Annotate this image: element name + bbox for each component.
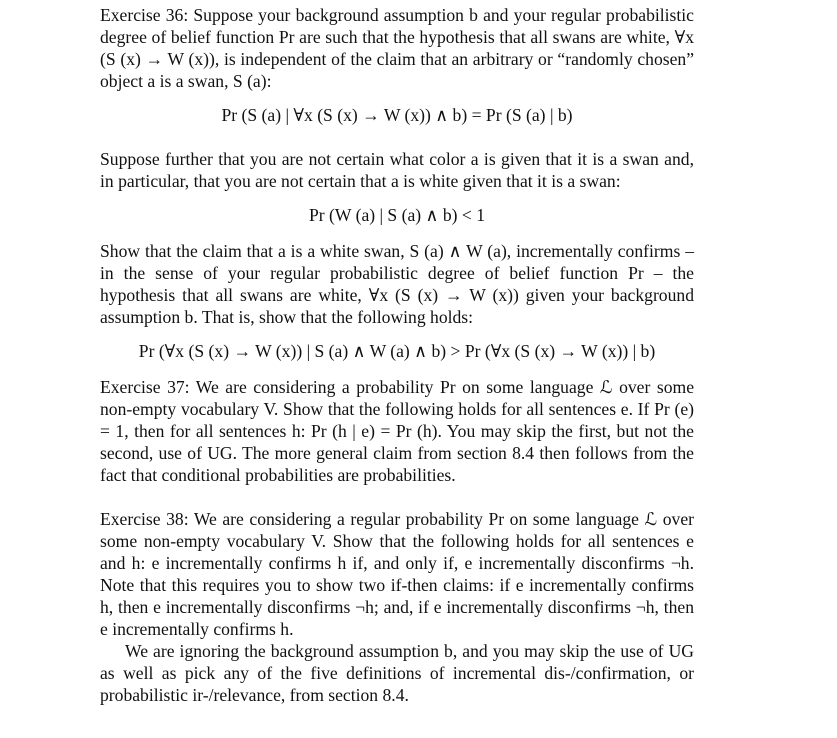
exercise-36-further: Suppose further that you are not certain what color a is given that it is a swan and, in particular, that you are not certain that a is white given that it is a swan: (100, 149, 694, 191)
exercise-36-intro: Exercise 36: Suppose your background assumption b and your regular probabilistic degree of belief function Pr are such that the hypothesis that all swans are white, ∀x (S (x) → W (x)), is independent of the claim that an arbitrary or “randomly chosen” object a is a swan, S (a): (100, 5, 694, 91)
document-page (100, 4, 694, 706)
formula-confirmation: Pr (∀x (S (x) → W (x)) | S (a) ∧ W (a) ∧ b) > Pr (∀x (S (x) → W (x)) | b) (138, 341, 656, 361)
exercise-36-show: Show that the claim that a is a white swan, S (a) ∧ W (a), incrementally confirms – in the sense of your regular probabilistic degree of belief function Pr – the hypothesis that all swans are white, ∀x (S (x) → W (x)) given your background assumption b. That is, show that the following holds: (100, 241, 694, 327)
formula-uncertainty: Pr (W (a) | S (a) ∧ b) < 1 (309, 205, 485, 225)
exercise-38-note: We are ignoring the background assumption b, and you may skip the use of UG as well as pick any of the five definitions of incremental dis-/confirmation, or probabilistic ir-/relevance, from section 8.4. (100, 641, 694, 705)
formula-independence: Pr (S (a) | ∀x (S (x) → W (x)) ∧ b) = Pr (S (a) | b) (221, 105, 573, 125)
exercise-37: Exercise 37: We are considering a probability Pr on some language ℒ over some non-empty vocabulary V. Show that the following holds for all sentences e. If Pr (e) = 1, then for all sentences h: Pr (h | e) = Pr (h). You may skip the first, but not the second, use of UG. The more general claim from section 8.4 then follows from the fact that conditional probabilities are probabilities. (100, 377, 694, 485)
exercise-38: Exercise 38: We are considering a regular probability Pr on some language ℒ over some non-empty vocabulary V. Show that the following holds for all sentences e and h: e incrementally confirms h if, and only if, e incrementally disconfirms ¬h. Note that this requires you to show two if-then claims: if e incrementally confirms h, then e incrementally disconfirms ¬h; and, if e incrementally disconfirms ¬h, then e incrementally confirms h. (100, 509, 694, 639)
